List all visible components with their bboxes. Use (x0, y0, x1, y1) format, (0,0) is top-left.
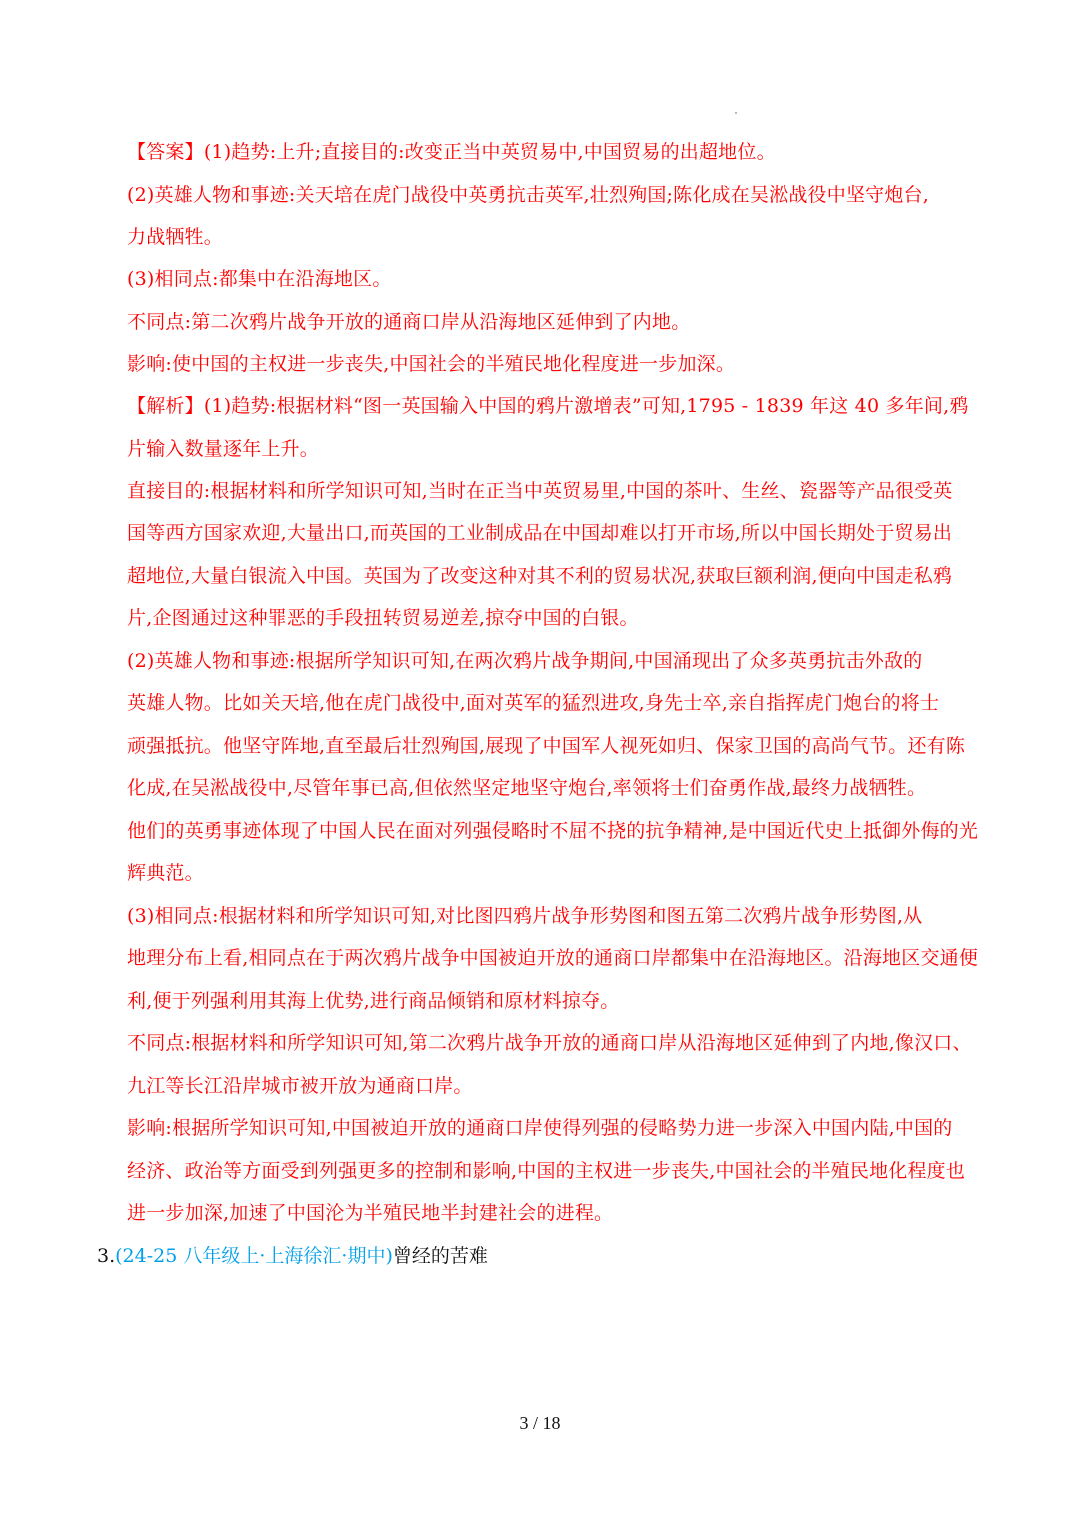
question-3 (97, 1243, 488, 1269)
question-number: 3. (97, 1245, 116, 1267)
answer-line-4: (3)相同点:都集中在沿海地区。 (127, 268, 392, 290)
answer-label: 【答案】 (127, 141, 204, 163)
analysis-line: 英雄人物。比如关天培,他在虎门战役中,面对英军的猛烈进攻,身先士卒,亲自指挥虎门炮台的将士 (127, 692, 940, 714)
analysis-line: 顽强抵抗。他坚守阵地,直至最后壮烈殉国,展现了中国军人视死如归、保家卫国的高尚气节。还有陈 (127, 735, 966, 757)
analysis-line: 片,企图通过这种罪恶的手段扭转贸易逆差,掠夺中国的白银。 (127, 607, 639, 629)
analysis-line: 九江等长江沿岸城市被开放为通商口岸。 (127, 1075, 473, 1097)
answer-line-6: 影响:使中国的主权进一步丧失,中国社会的半殖民地化程度进一步加深。 (127, 353, 736, 375)
analysis-line: 辉典范。 (127, 862, 204, 884)
answer-text-1: (1)趋势:上升;直接目的:改变正当中英贸易中,中国贸易的出超地位。 (203, 141, 776, 163)
analysis-line: 地理分布上看,相同点在于两次鸦片战争中国被迫开放的通商口岸都集中在沿海地区。沿海地区交通便 (127, 947, 979, 969)
analysis-line: 经济、政治等方面受到列强更多的控制和影响,中国的主权进一步丧失,中国社会的半殖民地化程度也 (127, 1160, 966, 1182)
analysis-line: 片输入数量逐年上升。 (127, 438, 320, 460)
analysis-line: 超地位,大量白银流入中国。英国为了改变这种对其不利的贸易状况,获取巨额利润,便向中国走私鸦 (127, 565, 953, 587)
analysis-text-1: (1)趋势:根据材料“图一英国输入中国的鸦片激增表”可知,1795 - 1839 年这 40 多年间,鸦 (203, 395, 969, 417)
answer-line-5: 不同点:第二次鸦片战争开放的通商口岸从沿海地区延伸到了内地。 (127, 311, 691, 333)
question-source: (24-25 八年级上·上海徐汇·期中) (115, 1245, 393, 1267)
analysis-line: 国等西方国家欢迎,大量出口,而英国的工业制成品在中国却难以打开市场,所以中国长期处于贸易出 (127, 522, 953, 544)
analysis-line: 他们的英勇事迹体现了中国人民在面对列强侵略时不屈不挠的抗争精神,是中国近代史上抵御外侮的光 (127, 820, 979, 842)
analysis-line: 进一步加深,加速了中国沦为半殖民地半封建社会的进程。 (127, 1202, 614, 1224)
analysis-line: 不同点:根据材料和所学知识可知,第二次鸦片战争开放的通商口岸从沿海地区延伸到了内地,像汉口、 (127, 1032, 972, 1054)
analysis-label: 【解析】 (127, 395, 204, 417)
analysis-line: (3)相同点:根据材料和所学知识可知,对比图四鸦片战争形势图和图五第二次鸦片战争形势图,从 (127, 905, 923, 927)
answer-line-3: 力战牺牲。 (127, 226, 224, 248)
analysis-line: (2)英雄人物和事迹:根据所学知识可知,在两次鸦片战争期间,中国涌现出了众多英勇抗击外敌的 (127, 650, 923, 672)
analysis-line: 直接目的:根据材料和所学知识可知,当时在正当中英贸易里,中国的茶叶、生丝、瓷器等产品很受英 (127, 480, 953, 502)
answer-line-1 (127, 139, 987, 165)
question-title: 曾经的苦难 (392, 1245, 488, 1267)
analysis-line-1 (127, 393, 987, 419)
answer-line-2: (2)英雄人物和事迹:关天培在虎门战役中英勇抗击英军,壮烈殉国;陈化成在吴淞战役中坚守炮台, (127, 184, 929, 206)
analysis-line: 影响:根据所学知识可知,中国被迫开放的通商口岸使得列强的侵略势力进一步深入中国内陆,中国的 (127, 1117, 953, 1139)
scan-speck (735, 112, 737, 114)
analysis-line: 利,便于列强利用其海上优势,进行商品倾销和原材料掠夺。 (127, 990, 620, 1012)
page-number: 3 / 18 (519, 1413, 561, 1433)
analysis-line: 化成,在吴淞战役中,尽管年事已高,但依然坚定地坚守炮台,率领将士们奋勇作战,最终力战牺牲。 (127, 777, 927, 799)
